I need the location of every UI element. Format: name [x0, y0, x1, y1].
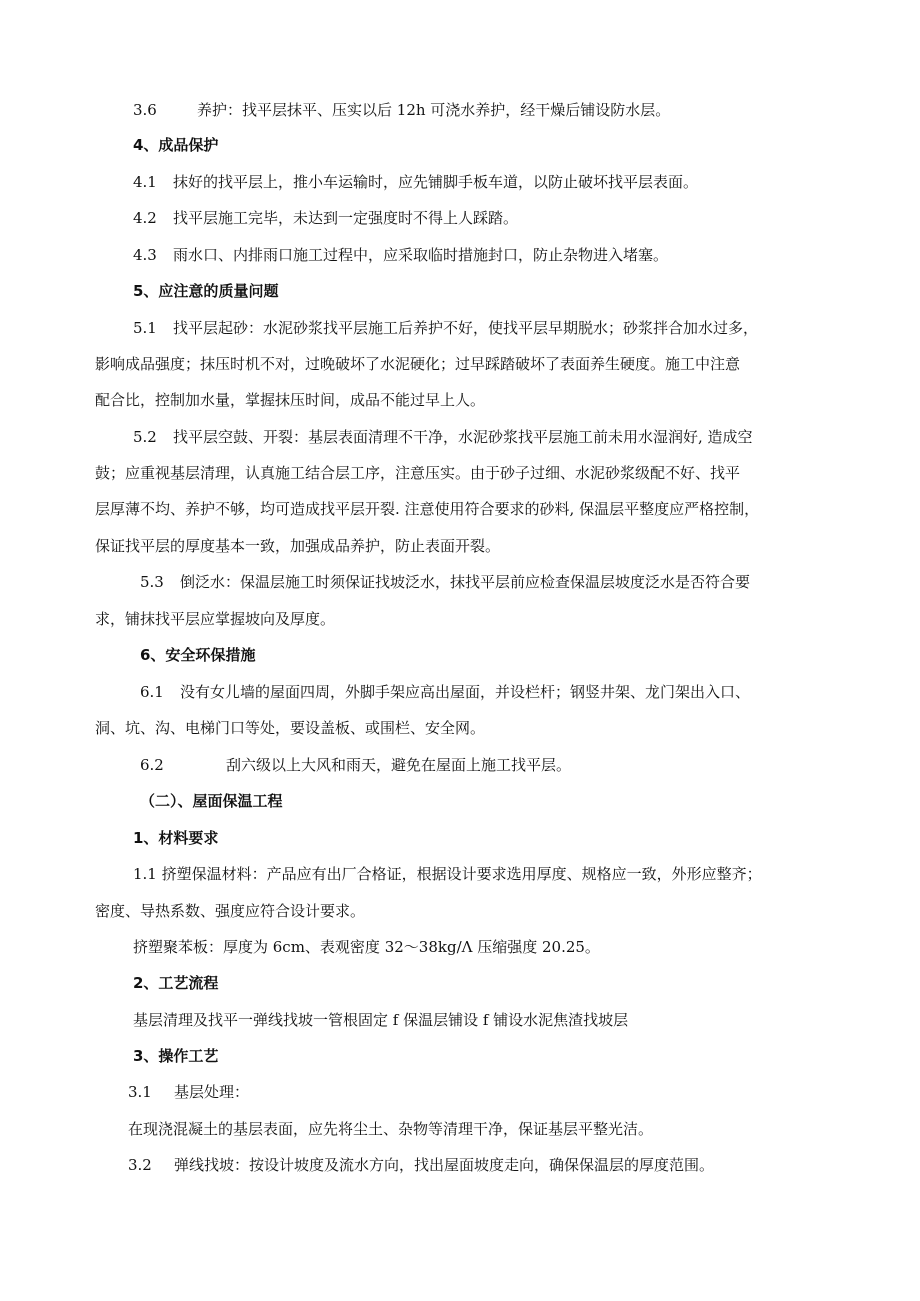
clause-6-1-line-2: 洞、坑、沟、电梯门口等处，要设盖板、或围栏、安全网。 [95, 719, 486, 737]
clause-6-2 [140, 755, 571, 775]
clause-6-1-line-1 [140, 682, 750, 702]
clause-number: 6.2 [140, 756, 164, 774]
clause-5-2-line-4: 保证找平层的厚度基本一致，加强成品养护，防止表面开裂。 [95, 537, 501, 555]
clause-text: 雨水口、内排雨口施工过程中，应采取临时措施封口，防止杂物进入堵塞。 [173, 246, 669, 264]
clause-5-1-line-1 [133, 318, 758, 338]
heading-finished-product-protection: 4、成品保护 [133, 136, 219, 154]
clause-text: 抹好的找平层上，推小车运输时，应先铺脚手板车道，以防止破坏找平层表面。 [173, 173, 699, 191]
heading-process-flow: 2、工艺流程 [133, 974, 219, 992]
material-1-1-line-2: 密度、导热系数、强度应符合设计要求。 [95, 902, 366, 920]
clause-4-2 [133, 208, 518, 228]
clause-text: 没有女儿墙的屋面四周，外脚手架应高出屋面，并设栏杆；钢竖井架、龙门架出入口、 [180, 683, 751, 701]
clause-number: 4.3 [133, 246, 157, 264]
clause-5-2-line-3: 层厚薄不均、养护不够，均可造成找平层开裂. 注意使用符合要求的砂料, 保温层平整度应严格控制， [95, 500, 760, 518]
clause-3-1 [128, 1082, 249, 1102]
clause-number: 4.2 [133, 209, 157, 227]
material-1-1-line-1: 1.1 挤塑保温材料：产品应有出厂合格证，根据设计要求选用厚度、规格应一致，外形应整齐； [133, 865, 762, 883]
clause-text: 找平层起砂：水泥砂浆找平层施工后养护不好，使找平层早期脱水；砂浆拌合加水过多， [173, 319, 759, 337]
clause-5-2-line-2: 鼓；应重视基层清理，认真施工结合层工序，注意压实。由于砂子过细、水泥砂浆级配不好、找平 [95, 464, 741, 482]
clause-number: 6.1 [140, 683, 164, 701]
clause-number: 3.1 [128, 1083, 152, 1101]
clause-5-3-line-1 [140, 572, 750, 592]
clause-4-3 [133, 245, 668, 265]
heading-roof-insulation: （二）、屋面保温工程 [140, 792, 283, 810]
clause-5-3-line-2: 求，铺抹找平层应掌握坡向及厚度。 [95, 610, 336, 628]
clause-number: 4.1 [133, 173, 157, 191]
clause-number: 5.2 [133, 428, 157, 446]
clause-5-1-line-2: 影响成品强度；抹压时机不对，过晚破坏了水泥硬化；过早踩踏破坏了表面养生硬度。施工中注意 [95, 355, 741, 373]
clause-text: 找平层施工完毕，未达到一定强度时不得上人踩踏。 [173, 209, 519, 227]
clause-3-1-description: 在现浇混凝土的基层表面，应先将尘土、杂物等清理干净，保证基层平整光洁。 [128, 1120, 654, 1138]
clause-text: 弹线找坡：按设计坡度及流水方向，找出屋面坡度走向，确保保温层的厚度范围。 [174, 1156, 715, 1174]
xps-board-spec: 挤塑聚苯板：厚度为 6cm、表观密度 32～38kg/Λ 压缩强度 20.25。 [133, 938, 600, 956]
clause-number: 5.1 [133, 319, 157, 337]
clause-number: 5.3 [140, 573, 164, 591]
clause-number: 3.6 [133, 101, 157, 119]
heading-material-requirements: 1、材料要求 [133, 829, 219, 847]
clause-text: 养护：找平层抹平、压实以后 12h 可浇水养护，经干燥后铺设防水层。 [197, 101, 671, 119]
clause-text: 刮六级以上大风和雨天，避免在屋面上施工找平层。 [226, 756, 572, 774]
clause-5-2-line-1 [133, 427, 753, 447]
clause-number: 3.2 [128, 1156, 152, 1174]
heading-safety-environment: 6、安全环保措施 [140, 646, 256, 664]
clause-3-6 [133, 100, 670, 120]
clause-text: 找平层空鼓、开裂：基层表面清理不干净，水泥砂浆找平层施工前未用水湿润好, 造成空 [173, 428, 753, 446]
clause-4-1 [133, 172, 698, 192]
heading-operation-process: 3、操作工艺 [133, 1047, 219, 1065]
clause-3-2 [128, 1155, 714, 1175]
clause-text: 倒泛水：保温层施工时须保证找坡泛水，抹找平层前应检查保温层坡度泛水是否符合要 [180, 573, 751, 591]
clause-5-1-line-3: 配合比，控制加水量，掌握抹压时间，成品不能过早上人。 [95, 391, 486, 409]
heading-quality-issues: 5、应注意的质量问题 [133, 282, 279, 300]
clause-text: 基层处理： [174, 1083, 250, 1101]
process-flow-text: 基层清理及找平一弹线找坡一管根固定 f 保温层铺设 f 铺设水泥焦渣找坡层 [133, 1011, 629, 1029]
